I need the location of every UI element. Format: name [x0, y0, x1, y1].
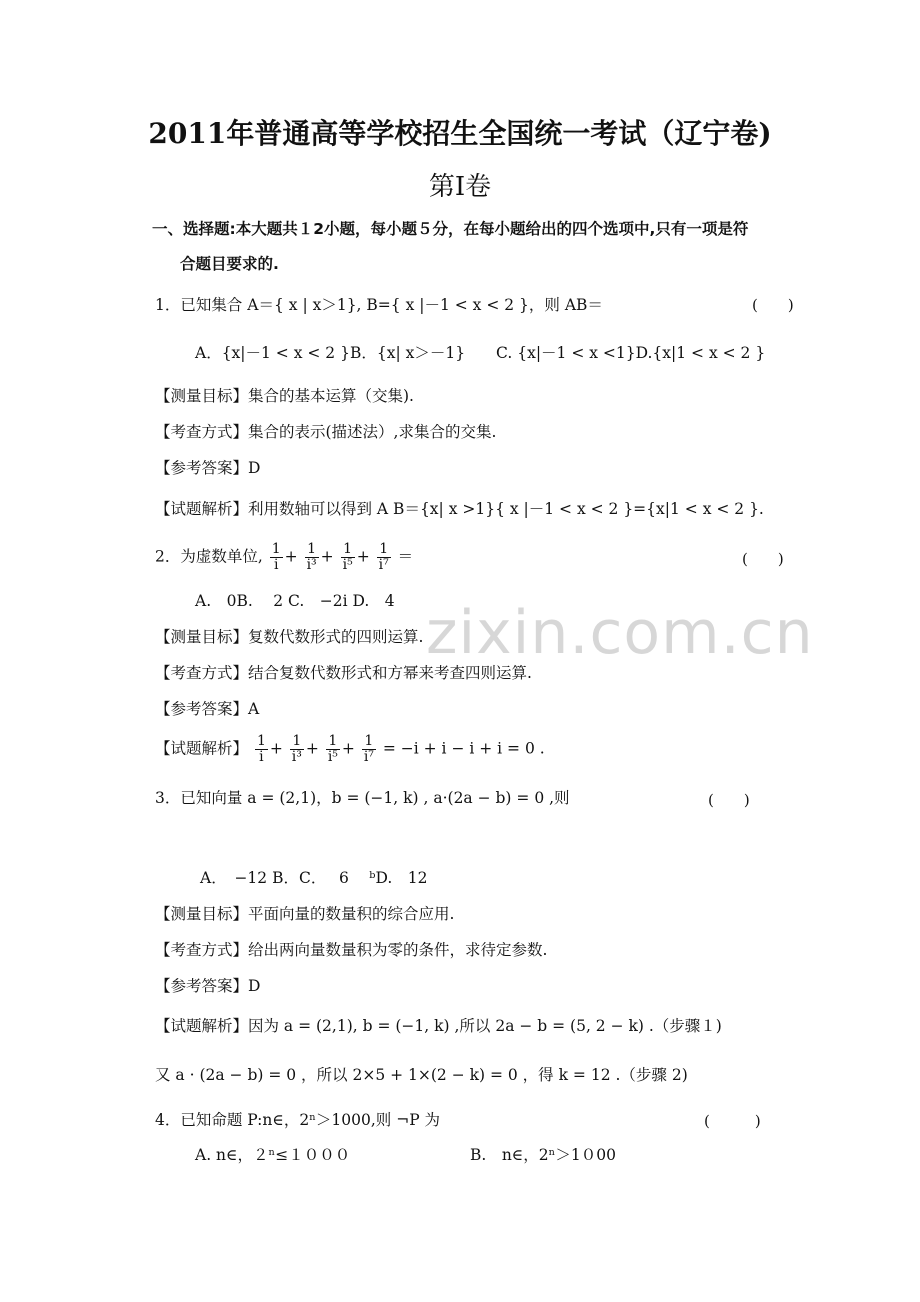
watermark: zixin.com.cn	[426, 598, 814, 668]
q4-answer-bracket: ( )	[704, 1112, 761, 1130]
fraction: $\frac{1}{\text{i⁵}}$	[342, 541, 353, 573]
q4-option-b: B. n∈，2ⁿ＞1０00	[470, 1146, 616, 1164]
q2-answer: 【参考答案】A	[155, 700, 260, 718]
q1-method: 【考查方式】集合的表示(描述法）,求集合的交集.	[155, 423, 497, 441]
fraction: $\frac{1}{i}$	[271, 541, 281, 573]
q4-stem: 4．已知命题 P:n∈，2ⁿ＞1000,则 ¬P 为	[155, 1111, 441, 1129]
q1-analysis: 【试题解析】利用数轴可以得到 A B＝{x| x >1}{ x |－1 < x < 2 }={x|1 < x < 2 }.	[155, 500, 764, 518]
q2-analysis: 【试题解析】 $\frac{1}{i}$ + $\frac{1}{\text{i³}}$ + $\frac{1}{\text{i⁵}}$ + $\frac{1}{\text{i⁷}}$ = −i + i − i + i = 0 .	[155, 733, 545, 765]
q3-stem: 3．已知向量 a = (2,1)，b = (−1, k) , a·(2a − b) = 0 ,则	[155, 789, 570, 807]
q3-analysis: 【试题解析】因为 a = (2,1), b = (−1, k) ,所以 2a − b = (5, 2 − k) .（步骤１)	[155, 1017, 722, 1035]
q3-target: 【测量目标】平面向量的数量积的综合应用.	[155, 905, 455, 923]
q3-options: A． −12 B．C． 6 ᵇD. 12	[200, 869, 428, 887]
page-title: 2011年普通高等学校招生全国统一考试（辽宁卷)	[148, 117, 772, 150]
q2-stem: 2．为虚数单位, $\frac{1}{i}$ + $\frac{1}{\text{i³}}$ + $\frac{1}{\text{i⁵}}$ + $\frac{1}{\text{i⁷}}$ ＝	[155, 541, 414, 573]
q3-analysis-step2: 又 a · (2a − b) = 0 ，所以 2×5 + 1×(2 − k) = 0 ，得 k = 12 .（步骤 2)	[155, 1066, 688, 1084]
q1-target: 【测量目标】集合的基本运算（交集).	[155, 387, 414, 405]
q2-stem-suffix: ＝	[397, 547, 414, 566]
fraction: $\frac{1}{\text{i³}}$	[306, 541, 317, 573]
q1-answer: 【参考答案】D	[155, 459, 261, 477]
q1-answer-bracket: ( )	[752, 296, 794, 314]
q2-options: A. 0B. 2 C. −2i D. 4	[195, 592, 395, 610]
q2-analysis-prefix: 【试题解析】	[155, 739, 249, 758]
q1-stem: 1．已知集合 A＝{ x | x＞1}, B={ x |－1 < x < 2 }，则 AB＝	[155, 296, 603, 314]
q1-options: A．{x|－1 < x < 2 }B．{x| x＞－1} C. {x|－1 < x <1}D.{x|1 < x < 2 }	[195, 344, 766, 362]
page-subtitle: 第Ⅰ卷	[428, 172, 492, 202]
q2-analysis-suffix: = −i + i − i + i = 0 .	[382, 739, 545, 758]
q2-target: 【测量目标】复数代数形式的四则运算.	[155, 628, 424, 646]
fraction: $\frac{1}{\text{i⁵}}$	[327, 733, 338, 765]
q2-method: 【考查方式】结合复数代数形式和方幂来考查四则运算.	[155, 664, 532, 682]
fraction: $\frac{1}{i}$	[256, 733, 266, 765]
q2-answer-bracket: ( )	[742, 550, 784, 568]
q3-answer: 【参考答案】D	[155, 977, 261, 995]
q2-stem-prefix: 2．为虚数单位,	[155, 547, 263, 566]
section-header-cont: 合题目要求的.	[180, 255, 279, 273]
fraction: $\frac{1}{\text{i³}}$	[291, 733, 302, 765]
q3-method: 【考查方式】给出两向量数量积为零的条件，求待定参数.	[155, 941, 548, 959]
q3-answer-bracket: ( )	[708, 791, 750, 809]
section-header: 一、选择题:本大题共１2小题，每小题５分，在每小题给出的四个选项中,只有一项是符	[152, 220, 749, 238]
q4-option-a: A. n∈，２ⁿ≤１０００	[195, 1146, 351, 1164]
fraction: $\frac{1}{\text{i⁷}}$	[378, 541, 389, 573]
fraction: $\frac{1}{\text{i⁷}}$	[363, 733, 374, 765]
